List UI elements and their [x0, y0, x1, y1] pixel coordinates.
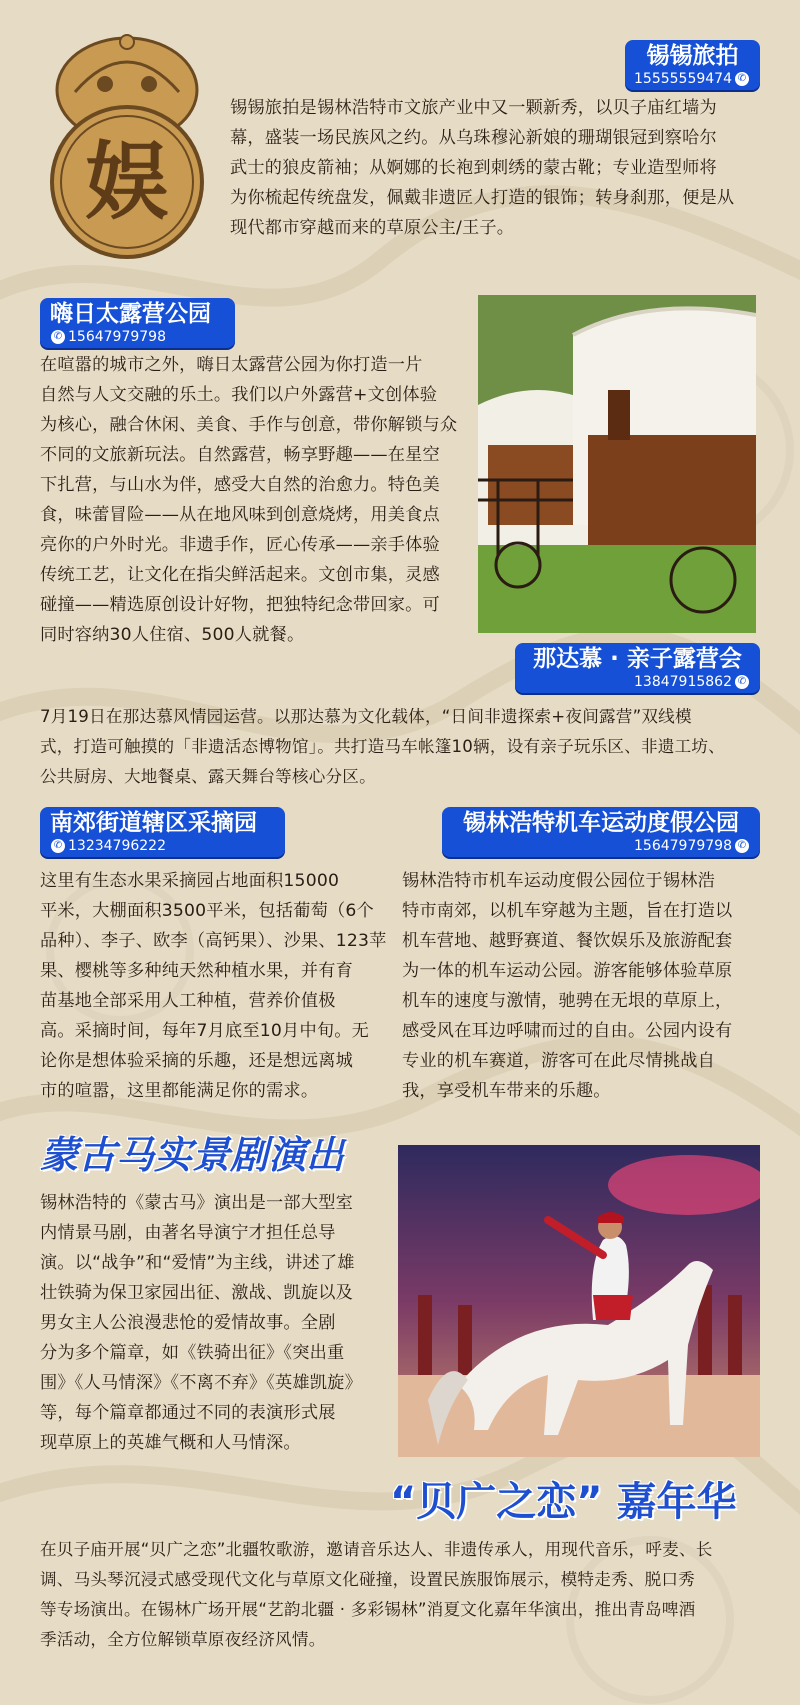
phone-icon: ✆	[735, 839, 749, 853]
jiche-desc	[402, 866, 772, 1106]
text-line: 式，打造可触摸的「非遗活态博物馆」。共打造马车帐篷10辆，设有亲子玩乐区、非遗工坊、	[40, 737, 725, 756]
hairitai-desc	[40, 350, 480, 650]
text-line: 平米，大棚面积3500平米，包括葡萄（6个	[40, 901, 374, 921]
text-line: 等专场演出。在锡林广场开展“艺韵北疆 · 多彩锡林”消夏文化嘉年华演出，推出青岛啤酒	[40, 1600, 696, 1619]
text-line: 这里有生态水果采摘园占地面积15000	[40, 871, 340, 891]
text-line: 男女主人公浪漫悲怆的爱情故事。全剧	[40, 1313, 336, 1333]
jiche-phone-row[interactable]	[442, 837, 760, 859]
text-line: 市的喧嚣，这里都能满足你的需求。	[40, 1081, 319, 1101]
text-line: 亮你的户外时光。非遗手作，匠心传承——亲手体验	[40, 535, 440, 555]
text-line: 我，享受机车带来的乐趣。	[402, 1081, 611, 1101]
text-line: 锡林浩特的《蒙古马》演出是一部大型室	[40, 1193, 353, 1213]
text-line: 品种）、李子、欧李（高钙果）、沙果、123苹	[40, 931, 387, 951]
text-line: 感受风在耳边呼啸而过的自由。公园内设有	[402, 1021, 733, 1041]
xixi-name: 锡锡旅拍	[646, 43, 739, 69]
text-line: 同时容纳30人住宿、500人就餐。	[40, 625, 305, 645]
text-line: 食，味蕾冒险——从在地风味到创意烧烤，用美食点	[40, 505, 440, 525]
phone-icon: ✆	[735, 72, 749, 86]
text-line: 分为多个篇章，如《铁骑出征》《突出重	[40, 1343, 345, 1363]
text-line: 碰撞——精选原创设计好物，把独特纪念带回家。可	[40, 595, 440, 615]
carnival-title: “贝广之恋” 嘉年华	[390, 1479, 737, 1525]
text-line: 等，每个篇章都通过不同的表演形式展	[40, 1403, 336, 1423]
text-line: 壮铁骑为保卫家园出征、激战、凯旋以及	[40, 1283, 353, 1303]
carnival-desc	[40, 1535, 780, 1655]
text-line: 武士的狼皮箭袖；从婀娜的长袍到刺绣的蒙古靴；专业造型师将	[230, 158, 717, 178]
xixi-tag	[625, 40, 760, 90]
nadamu-tag	[515, 643, 760, 693]
text-line: 苗基地全部采用人工种植，营养价值极	[40, 991, 336, 1011]
camping-wagon-photo	[478, 295, 756, 633]
text-line: 锡锡旅拍是锡林浩特市文旅产业中又一颗新秀，以贝子庙红墙为	[230, 98, 717, 118]
phone-icon: ✆	[51, 330, 65, 344]
text-line: 现草原上的英雄气概和人马情深。	[40, 1433, 301, 1453]
jiche-tag	[442, 807, 760, 857]
nadamu-phone-row[interactable]	[515, 673, 760, 695]
phone-icon: ✆	[735, 675, 749, 689]
nanjiao-tag	[40, 807, 285, 857]
text-line: 在贝子庙开展“贝广之恋”北疆牧歌游，邀请音乐达人、非遗传承人，用现代音乐，呼麦、长	[40, 1540, 713, 1559]
mongol-horse-title: 蒙古马实景剧演出	[40, 1133, 345, 1177]
text-line: 果、樱桃等多种纯天然种植水果，并有育	[40, 961, 353, 981]
text-line: 季活动，全方位解锁草原夜经济风情。	[40, 1630, 326, 1649]
nanjiao-name: 南郊街道辖区采摘园	[50, 810, 257, 836]
entertainment-badge	[45, 22, 210, 267]
text-line: 为你梳起传统盘发，佩戴非遗匠人打造的银饰；转身刹那，便是从	[230, 188, 735, 208]
hairitai-phone-row[interactable]	[40, 328, 235, 350]
text-line: 机车的速度与激情，驰骋在无垠的草原上，	[402, 991, 733, 1011]
text-line: 调、马头琴沉浸式感受现代文化与草原文化碰撞，设置民族服饰展示，模特走秀、脱口秀	[40, 1570, 695, 1589]
text-line: 下扎营，与山水为伴，感受大自然的治愈力。特色美	[40, 475, 440, 495]
text-line: 演。以“战争”和“爱情”为主线，讲述了雄	[40, 1253, 355, 1273]
nanjiao-phone-row[interactable]	[40, 837, 285, 859]
nanjiao-desc	[40, 866, 390, 1106]
text-line: 现代都市穿越而来的草原公主/王子。	[230, 218, 515, 238]
text-line: 锡林浩特市机车运动度假公园位于锡林浩	[402, 871, 715, 891]
text-line: 高。采摘时间，每年7月底至10月中旬。无	[40, 1021, 369, 1041]
text-line: 自然与人文交融的乐土。我们以户外露营+文创体验	[40, 385, 438, 405]
mongol-horse-desc	[40, 1188, 400, 1458]
hairitai-phone: 15647979798	[68, 329, 166, 345]
text-line: 论你是想体验采摘的乐趣，还是想远离城	[40, 1051, 353, 1071]
text-line: 在喧嚣的城市之外，嗨日太露营公园为你打造一片	[40, 355, 423, 375]
xixi-phone-row[interactable]	[625, 70, 760, 92]
text-line: 围》《人马情深》《不离不弃》《英雄凯旋》	[40, 1373, 362, 1393]
text-line: 幕，盛装一场民族风之约。从乌珠穆沁新娘的珊瑚银冠到察哈尔	[230, 128, 717, 148]
nadamu-desc	[40, 702, 770, 792]
text-line: 特市南郊，以机车穿越为主题，旨在打造以	[402, 901, 733, 921]
xixi-phone: 15555559474	[634, 71, 732, 87]
text-line: 为核心，融合休闲、美食、手作与创意，带你解锁与众	[40, 415, 458, 435]
nadamu-phone: 13847915862	[634, 674, 732, 690]
text-line: 内情景马剧，由著名导演宁才担任总导	[40, 1223, 336, 1243]
text-line: 不同的文旅新玩法。自然露营，畅享野趣——在星空	[40, 445, 440, 465]
jiche-name: 锡林浩特机车运动度假公园	[463, 810, 739, 836]
text-line: 专业的机车赛道，游客可在此尽情挑战自	[402, 1051, 715, 1071]
nadamu-name: 那达慕 · 亲子露营会	[533, 646, 742, 672]
horse-show-photo	[398, 1145, 760, 1457]
hairitai-tag	[40, 298, 235, 348]
text-line: 为一体的机车运动公园。游客能够体验草原	[402, 961, 733, 981]
jiche-phone: 15647979798	[634, 838, 732, 854]
xixi-desc	[230, 93, 770, 243]
text-line: 传统工艺，让文化在指尖鲜活起来。文创市集，灵感	[40, 565, 440, 585]
text-line: 机车营地、越野赛道、餐饮娱乐及旅游配套	[402, 931, 733, 951]
phone-icon: ✆	[51, 839, 65, 853]
text-line: 公共厨房、大地餐桌、露天舞台等核心分区。	[40, 767, 376, 786]
nanjiao-phone: 13234796222	[68, 838, 166, 854]
text-line: 7月19日在那达慕风情园运营。以那达慕为文化载体，“日间非遗探索+夜间露营”双线模	[40, 707, 692, 726]
badge-character: 娱	[84, 133, 169, 231]
hairitai-name: 嗨日太露营公园	[50, 301, 211, 327]
